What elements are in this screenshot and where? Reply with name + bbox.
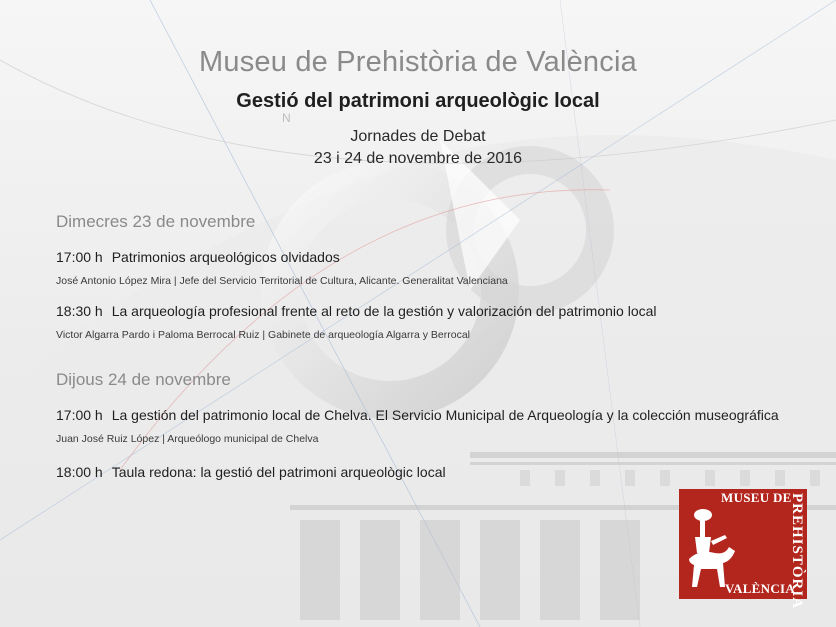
session-time: 18:00 h [56,464,103,480]
session-time: 17:00 h [56,249,103,265]
event-dates: 23 i 24 de novembre de 2016 [313,150,523,167]
session-1 [56,249,340,265]
museum-logo [679,489,807,610]
session-title: Taula redona: la gestió del patrimoni arqueològic local [111,464,446,480]
logo-line-1: MUSEU DE [721,490,792,505]
session-title: Patrimonios arqueológicos olvidados [111,249,340,265]
session-4 [56,464,446,480]
session-title: La arqueología profesional frente al reto de la gestión y valorización del patrimonio local [111,303,657,319]
session-time: 17:00 h [56,407,103,423]
session-speaker: Juan José Ruiz López | Arqueólogo municipal de Chelva [56,433,319,445]
logo-line-2: PREHISTÒRIA [789,493,805,610]
event-type: Jornades de Debat [350,128,486,145]
session-speaker: Victor Algarra Pardo i Paloma Berrocal Ruiz | Gabinete de arqueología Algarra y Berrocal [56,329,471,341]
day-heading-2: Dijous 24 de novembre [56,370,231,389]
session-title: La gestión del patrimonio local de Chelva. El Servicio Municipal de Arqueología y la colección museográfica [111,407,779,423]
day-heading-1: Dimecres 23 de novembre [56,212,256,231]
session-2 [56,303,657,319]
museum-title: Museu de Prehistòria de València [199,46,637,78]
session-speaker: José Antonio López Mira | Jefe del Servicio Territorial de Cultura, Alicante. Generalitat Valenciana [56,275,508,287]
compass-letter: N [282,111,291,125]
event-subtitle: Gestió del patrimoni arqueològic local [236,90,600,112]
session-time: 18:30 h [56,303,103,319]
logo-line-3: VALÈNCIA [725,581,796,596]
session-3 [56,407,779,423]
